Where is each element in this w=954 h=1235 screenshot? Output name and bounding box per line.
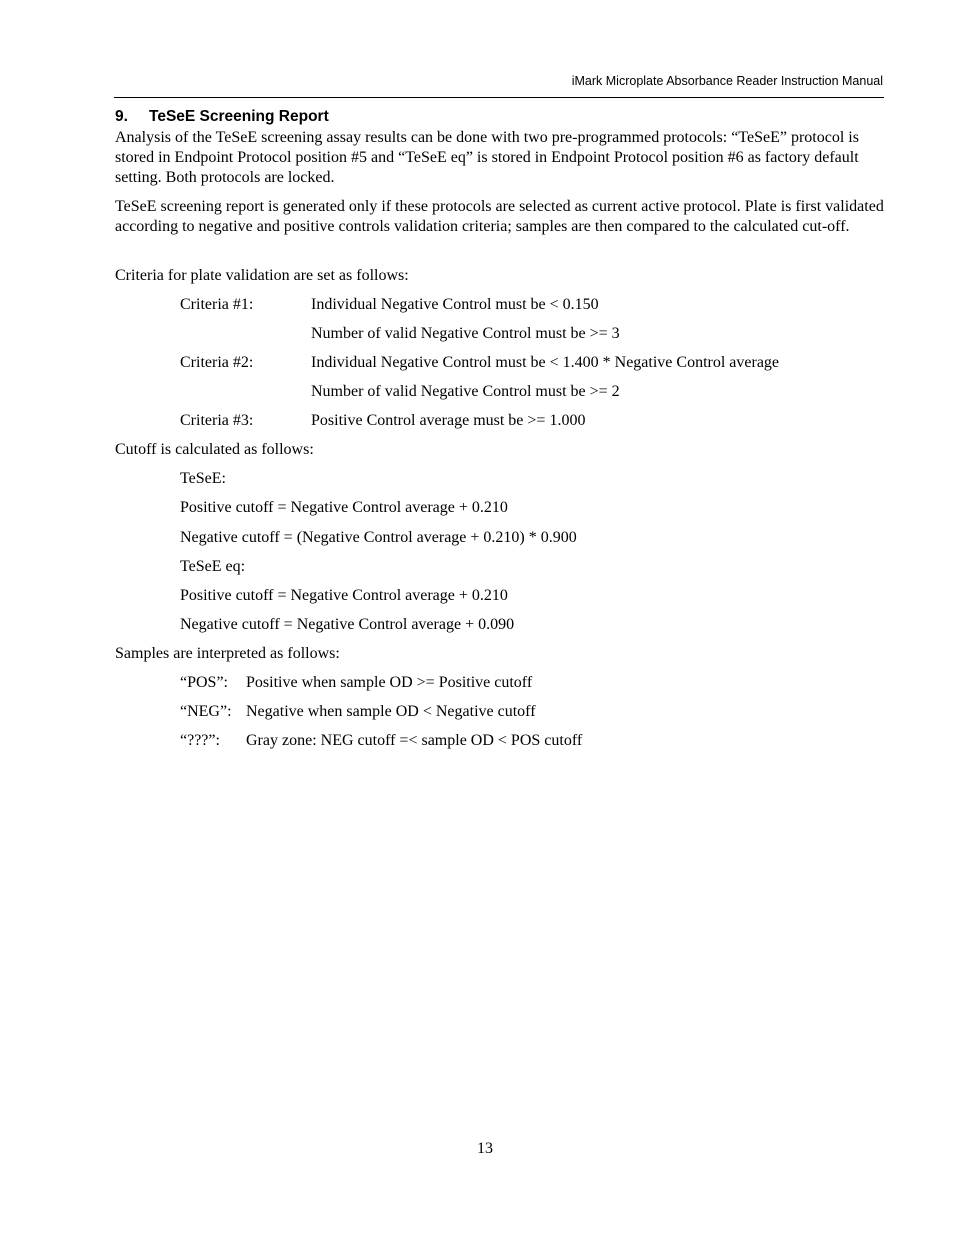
page-number: 13 (477, 1140, 493, 1157)
criteria-text: Positive Control average must be >= 1.000 (311, 412, 586, 429)
sample-code: “???”: (180, 732, 220, 749)
header-rule (114, 97, 884, 98)
section-heading (115, 108, 329, 126)
cutoff-line: Negative cutoff = Negative Control average + 0.090 (180, 616, 515, 633)
criteria-label: Criteria #2: (180, 354, 254, 371)
criteria-text: Individual Negative Control must be < 1.400 * Negative Control average (311, 354, 780, 371)
criteria-text: Individual Negative Control must be < 0.150 (311, 296, 599, 313)
samples-intro: Samples are interpreted as follows: (115, 645, 340, 662)
criteria-intro: Criteria for plate validation are set as follows: (115, 267, 409, 284)
sample-text: Gray zone: NEG cutoff =< sample OD < POS cutoff (246, 732, 583, 749)
sample-text: Positive when sample OD >= Positive cutoff (246, 674, 533, 691)
sample-code: “POS”: (180, 674, 228, 691)
criteria-text: Number of valid Negative Control must be >= 3 (311, 325, 620, 342)
section-title: TeSeE Screening Report (149, 108, 329, 125)
cutoff-line: TeSeE: (180, 470, 226, 487)
section-number: 9. (115, 108, 128, 125)
paragraph-intro: Analysis of the TeSeE screening assay results can be done with two pre-programmed protocols: “TeSeE” protocol is stored in Endpoint Protocol position #5 and “TeSeE eq” is stored in Endpoint Protocol position #6 as factory default setting. Both protocols are locked. (115, 129, 859, 186)
running-header: iMark Microplate Absorbance Reader Instruction Manual (571, 74, 883, 88)
cutoff-line: TeSeE eq: (180, 558, 246, 575)
sample-code: “NEG”: (180, 703, 232, 720)
cutoff-line: Negative cutoff = (Negative Control average + 0.210) * 0.900 (180, 529, 577, 546)
cutoff-intro: Cutoff is calculated as follows: (115, 441, 314, 458)
cutoff-line: Positive cutoff = Negative Control average + 0.210 (180, 499, 508, 516)
sample-text: Negative when sample OD < Negative cutoff (246, 703, 536, 720)
criteria-label: Criteria #3: (180, 412, 254, 429)
criteria-text: Number of valid Negative Control must be >= 2 (311, 383, 620, 400)
criteria-label: Criteria #1: (180, 296, 254, 313)
paragraph-report: TeSeE screening report is generated only if these protocols are selected as current active protocol. Plate is first validated according to negative and positive controls validation criteria; samples are then compared to the calculated cut-off. (115, 198, 884, 235)
cutoff-line: Positive cutoff = Negative Control average + 0.210 (180, 587, 508, 604)
